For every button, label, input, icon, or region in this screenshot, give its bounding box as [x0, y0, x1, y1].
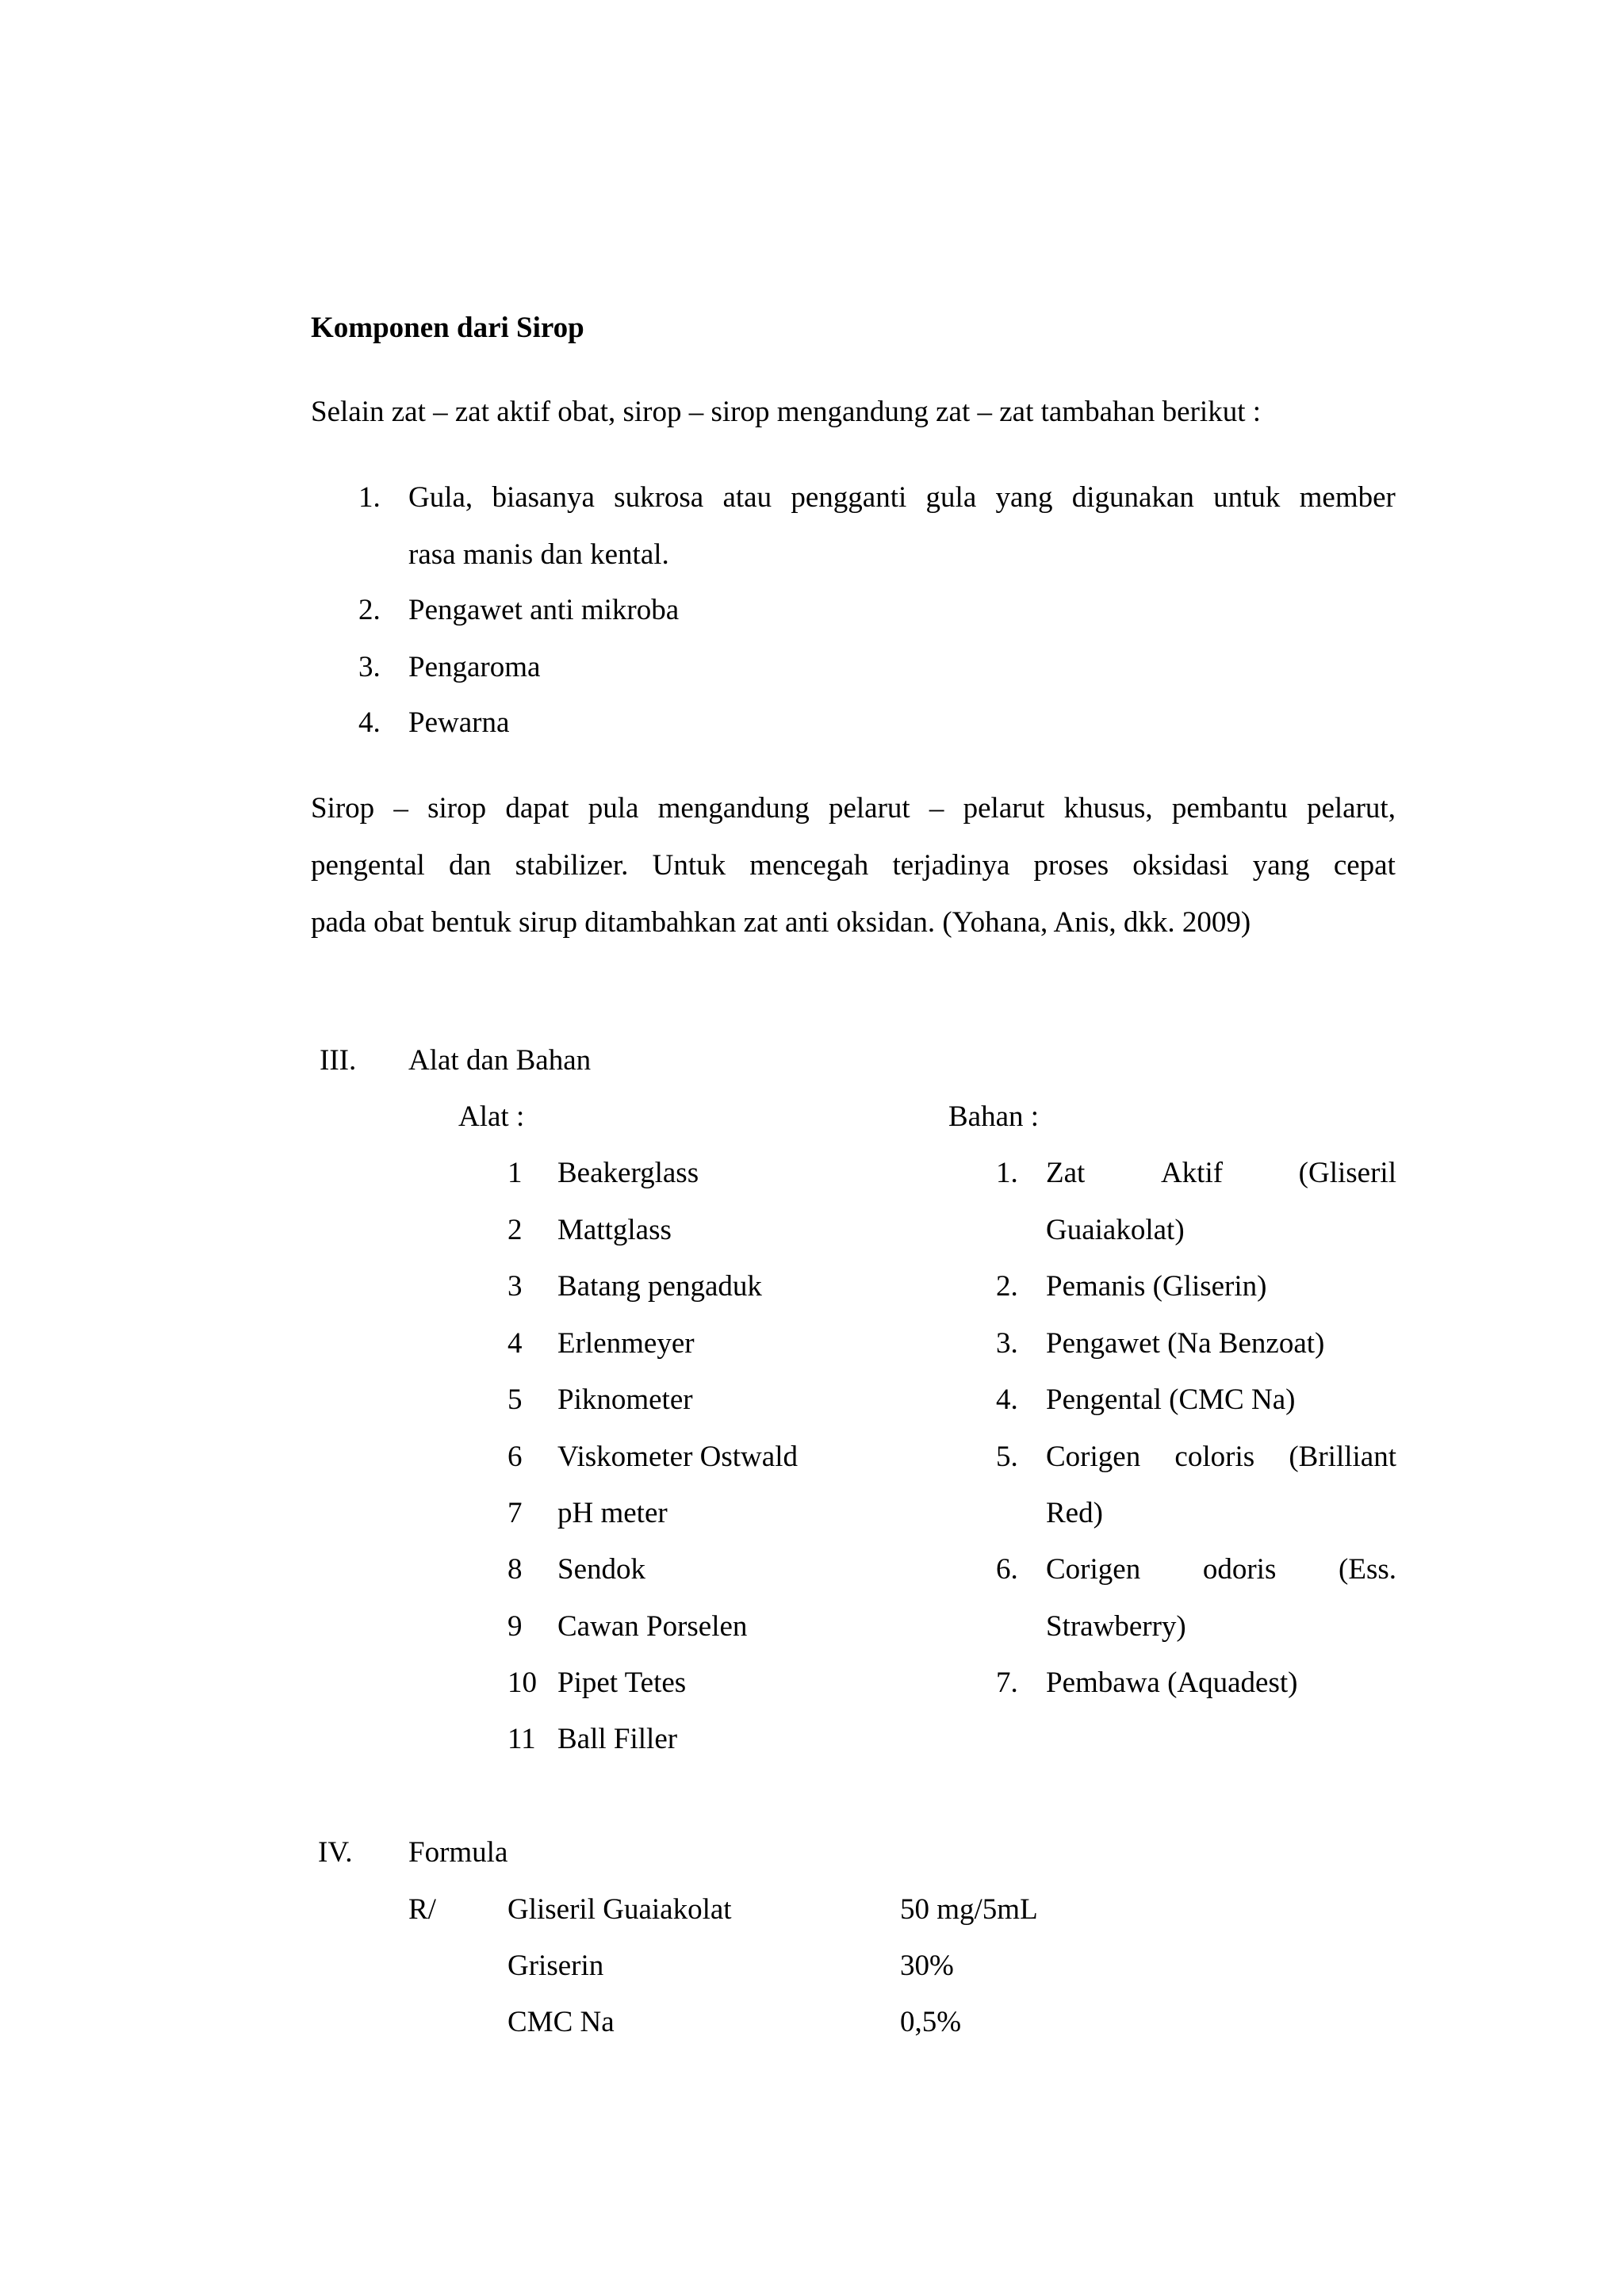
bahan-number: 1. [996, 1157, 1018, 1189]
formula-ingredient: Gliseril Guaiakolat [508, 1893, 732, 1926]
formula-ingredient: CMC Na [508, 2006, 615, 2038]
bahan-item: Pembawa (Aquadest) [1046, 1667, 1298, 1699]
alat-number: 9 [508, 1610, 523, 1643]
formula-amount: 30% [900, 1950, 954, 1982]
alat-number: 7 [508, 1497, 523, 1529]
word: pelarut, [1306, 792, 1396, 825]
alat-number: 11 [508, 1723, 536, 1755]
bahan-number: 3. [996, 1327, 1018, 1360]
alat-item: Ball Filler [557, 1723, 678, 1755]
alat-number: 8 [508, 1553, 523, 1586]
word: gula [925, 481, 977, 514]
word: – [929, 792, 944, 825]
list-item-text: Pewarna [408, 706, 510, 739]
alat-item: Erlenmeyer [557, 1327, 695, 1360]
bahan-number: 4. [996, 1383, 1018, 1416]
word: proses [1033, 849, 1109, 882]
list-item-number: 2. [358, 594, 381, 626]
bahan-number: 6. [996, 1553, 1018, 1586]
alat-number: 10 [508, 1667, 537, 1699]
formula-ingredient: Griserin [508, 1950, 604, 1982]
alat-number: 1 [508, 1157, 523, 1189]
paragraph-line: pada obat bentuk sirup ditambahkan zat anti oksidan. (Yohana, Anis, dkk. 2009) [311, 906, 1251, 939]
list-item-continuation: rasa manis dan kental. [408, 538, 669, 571]
word: – [393, 792, 408, 825]
word: (Ess. [1339, 1553, 1396, 1586]
bahan-label: Bahan : [948, 1100, 1040, 1133]
bahan-item-continuation: Guaiakolat) [1046, 1214, 1185, 1246]
word: biasanya [492, 481, 595, 514]
intro-line: Selain zat – zat aktif obat, sirop – sirop mengandung zat – zat tambahan berikut : [311, 396, 1262, 428]
list-item-line [408, 480, 1396, 515]
list-item-number: 4. [358, 706, 381, 739]
bahan-item-continuation: Red) [1046, 1497, 1103, 1529]
word: Corigen [1046, 1441, 1141, 1473]
word: khusus, [1063, 792, 1153, 825]
word: sukrosa [614, 481, 704, 514]
word: coloris [1174, 1441, 1255, 1473]
alat-number: 6 [508, 1441, 523, 1473]
word: yang [1252, 849, 1310, 882]
word: Zat [1046, 1157, 1086, 1189]
word: pembantu [1171, 792, 1288, 825]
alat-item: Batang pengaduk [557, 1270, 762, 1303]
word: dan [449, 849, 492, 882]
word: member [1299, 481, 1396, 514]
alat-item: Piknometer [557, 1383, 693, 1416]
word: oksidasi [1132, 849, 1229, 882]
list-item-text: Pengawet anti mikroba [408, 594, 680, 626]
word: odoris [1202, 1553, 1277, 1586]
section-title: Alat dan Bahan [408, 1044, 592, 1077]
list-item-number: 3. [358, 651, 381, 683]
word: cepat [1333, 849, 1396, 882]
bahan-number: 5. [996, 1441, 1018, 1473]
word: sirop [427, 792, 487, 825]
bahan-item: Pemanis (Gliserin) [1046, 1270, 1267, 1303]
bahan-number: 7. [996, 1667, 1018, 1699]
word: terjadinya [892, 849, 1010, 882]
bahan-number: 2. [996, 1270, 1018, 1303]
alat-item: Cawan Porselen [557, 1610, 748, 1643]
formula-amount: 0,5% [900, 2006, 962, 2038]
bahan-item: Pengental (CMC Na) [1046, 1383, 1296, 1416]
word: Sirop [311, 792, 375, 825]
alat-item: Viskometer Ostwald [557, 1441, 798, 1473]
word: yang [995, 481, 1053, 514]
alat-item: Mattglass [557, 1214, 672, 1246]
alat-number: 5 [508, 1383, 523, 1416]
word: pengental [311, 849, 425, 882]
bahan-item-line [1046, 1552, 1396, 1587]
formula-amount: 50 mg/5mL [900, 1893, 1038, 1926]
bahan-item-line [1046, 1440, 1396, 1475]
bahan-item-line [1046, 1156, 1396, 1191]
alat-number: 2 [508, 1214, 523, 1246]
section-title: Formula [408, 1836, 508, 1869]
word: pelarut [828, 792, 910, 825]
word: Gula, [408, 481, 473, 514]
alat-item: Beakerglass [557, 1157, 699, 1189]
bahan-item: Pengawet (Na Benzoat) [1046, 1327, 1325, 1360]
word: atau [722, 481, 772, 514]
alat-number: 3 [508, 1270, 523, 1303]
word: untuk [1213, 481, 1281, 514]
bahan-item-continuation: Strawberry) [1046, 1610, 1186, 1643]
list-item-text: Pengaroma [408, 651, 541, 683]
word: Aktif [1160, 1157, 1224, 1189]
alat-label: Alat : [458, 1100, 525, 1133]
word: digunakan [1071, 481, 1194, 514]
section-heading: Komponen dari Sirop [311, 312, 584, 344]
word: mencegah [749, 849, 869, 882]
paragraph-line [311, 848, 1396, 883]
recipe-mark: R/ [408, 1893, 436, 1926]
word: Corigen [1046, 1553, 1141, 1586]
paragraph-line [311, 791, 1396, 826]
word: stabilizer. [515, 849, 629, 882]
word: pula [588, 792, 639, 825]
section-numeral: III. [320, 1044, 357, 1077]
word: (Brilliant [1289, 1441, 1396, 1473]
word: dapat [505, 792, 569, 825]
list-item-number: 1. [358, 481, 381, 514]
alat-item: Pipet Tetes [557, 1667, 687, 1699]
word: Untuk [652, 849, 726, 882]
alat-number: 4 [508, 1327, 523, 1360]
alat-item: pH meter [557, 1497, 668, 1529]
section-numeral: IV. [318, 1836, 353, 1869]
word: (Gliseril [1298, 1157, 1396, 1189]
word: mengandung [657, 792, 810, 825]
word: pengganti [791, 481, 907, 514]
alat-item: Sendok [557, 1553, 645, 1586]
word: pelarut [963, 792, 1045, 825]
